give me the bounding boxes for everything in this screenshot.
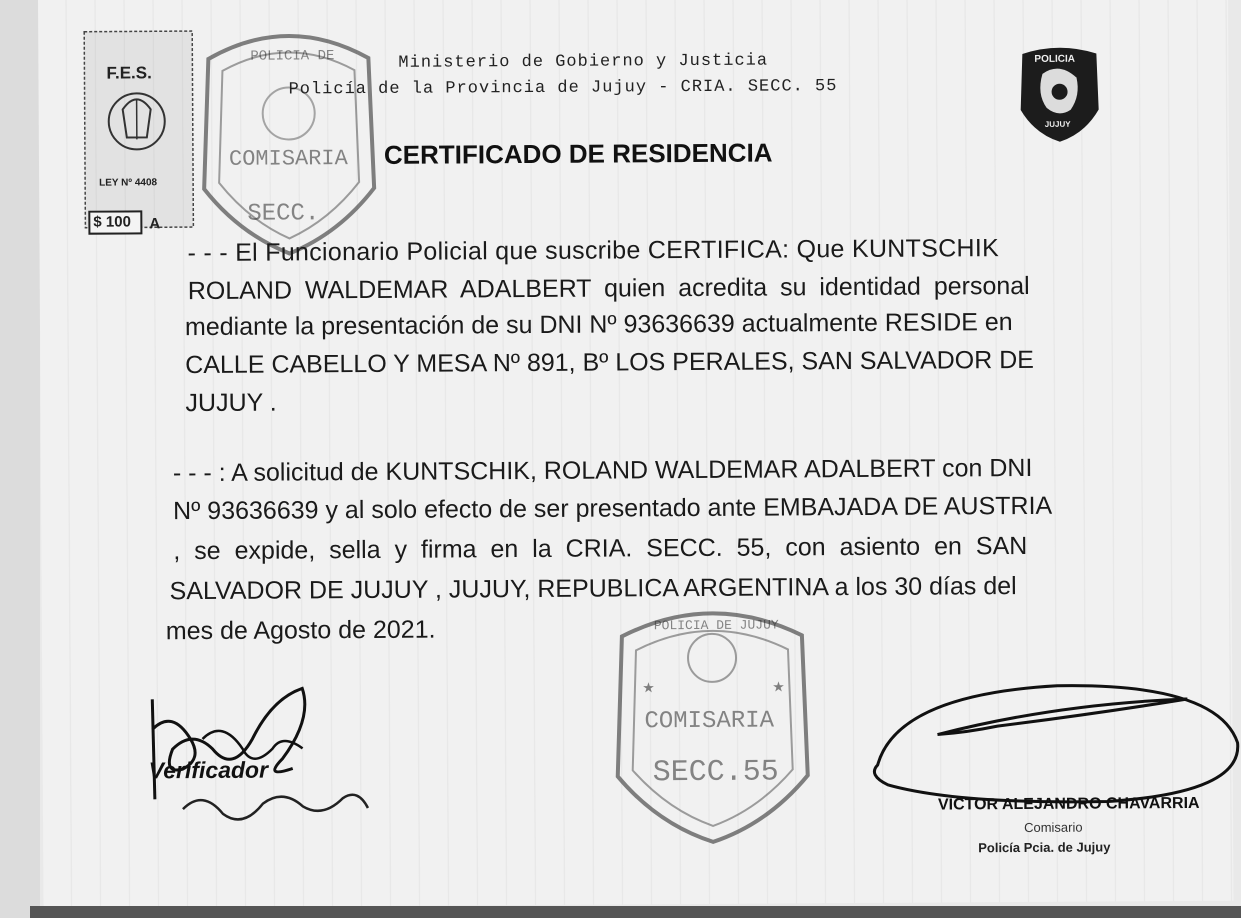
verifier-signature [142,678,383,839]
scan-bottom-edge [30,906,1241,918]
svg-text:★: ★ [772,679,785,696]
paragraph1-line2: ROLAND WALDEMAR ADALBERT quien acredita su identidad personal [187,271,1030,306]
fiscal-stamp-frame [82,29,195,240]
paragraph1-line1: - - - El Funcionario Policial que suscribe CERTIFICA: Que KUNTSCHIK [187,234,1000,268]
police-badge-bottom: JUJUY [1044,119,1071,129]
stamp-bottom-ring-text: POLICIA DE JUJUY [653,617,779,634]
commissioner-role: Comisario [1024,819,1083,835]
stamp-top-ring-text: POLICIA DE [250,48,335,65]
header-police: Policía de la Provincia de Jujuy - CRIA. SECC. 55 [288,77,838,100]
stamp-top-secc: SECC. [247,200,320,228]
police-badge [1014,43,1105,144]
paragraph1-line4: CALLE CABELLO Y MESA Nº 891, Bº LOS PERALES, SAN SALVADOR DE [185,345,1035,380]
paragraph2-line1: - - - : A solicitud de KUNTSCHIK, ROLAND WALDEMAR ADALBERT con DNI [172,453,1033,488]
commissioner-org: Policía Pcia. de Jujuy [978,839,1111,856]
fiscal-stamp-law: LEY Nº 4408 [99,177,158,189]
commissary-stamp-top [188,18,389,259]
paragraph1-line3: mediante la presentación de su DNI Nº 93636639 actualmente RESIDE en [184,308,1013,342]
stamp-bottom-secc: SECC.55 [652,755,779,791]
stamp-top-word: COMISARIA [228,146,348,172]
header-ministry: Ministerio de Gobierno y Justicia [398,51,769,73]
paragraph2-line5: mes de Agosto de 2021. [165,615,436,646]
fiscal-stamp-suffix: A [149,215,161,233]
page-edge-shadow [0,0,40,918]
commissioner-name: VICTOR ALEJANDRO CHAVARRIA [937,794,1200,814]
commissary-stamp-bottom [602,595,824,846]
verifier-label: Verificador [148,756,269,784]
stamp-bottom-word: COMISARIA [644,707,775,736]
fiscal-stamp-label: F.E.S. [106,63,152,83]
certificate-title: CERTIFICADO DE RESIDENCIA [383,137,773,170]
certificate-paper [38,0,1234,908]
paragraph2-line2: Nº 93636639 y al solo efecto de ser presentado ante EMBAJADA DE AUSTRIA [173,491,1053,526]
paragraph2-line3: , se expide, sella y firma en la CRIA. SECC. 55, con asiento en SAN [173,531,1028,566]
paragraph1-line5: JUJUY . [185,388,277,418]
commissioner-signature-loop [857,673,1241,815]
paragraph2-line4: SALVADOR DE JUJUY , JUJUY, REPUBLICA ARGENTINA a los 30 días del [169,572,1017,606]
svg-text:★: ★ [642,680,655,697]
fiscal-stamp-amount: $ 100 [93,213,131,231]
commissioner-signature [857,673,1241,855]
police-badge-top: POLICIA [1034,53,1075,65]
fiscal-stamp [82,29,195,240]
